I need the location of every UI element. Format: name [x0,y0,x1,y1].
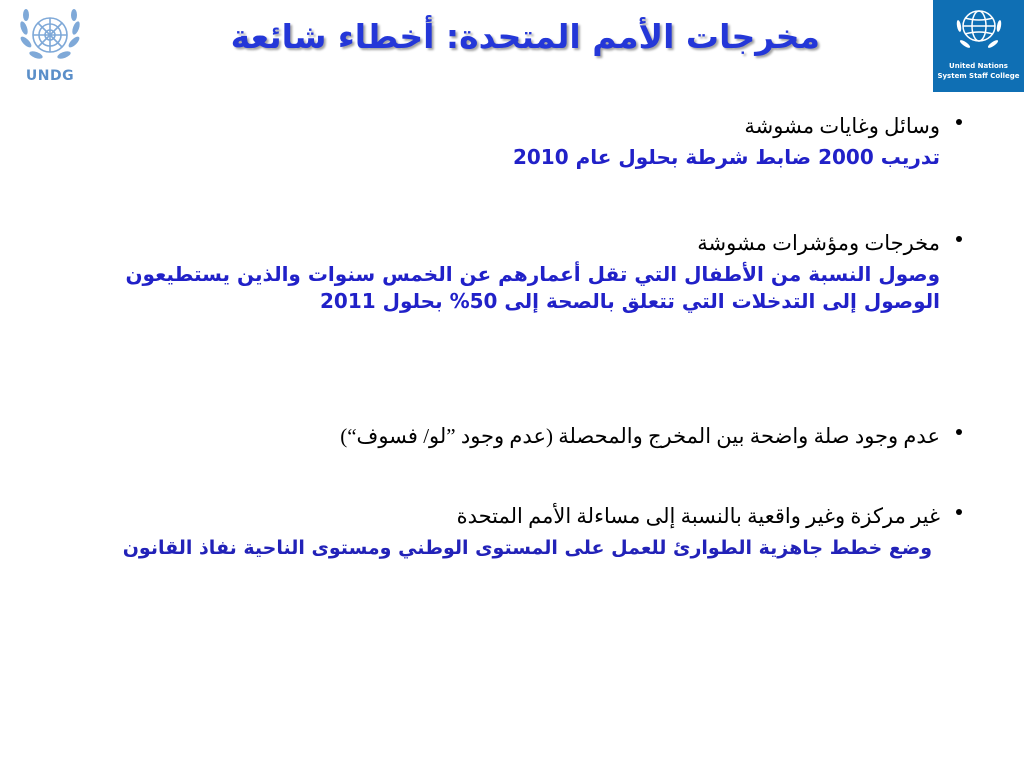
bullet-item [100,229,980,422]
staff-college-line2: System Staff College [937,72,1020,80]
bullet-text: غير مركزة وغير واقعية بالنسبة إلى مساءلة الأمم المتحدة [456,504,940,528]
bullet-text: عدم وجود صلة واضحة بين المخرج والمحصلة (عدم وجود ”لو/ فسوف“) [340,424,940,448]
bullet-dot-icon [956,119,962,125]
bullet-dot-icon [956,429,962,435]
bullet-example: وضع خطط جاهزية الطوارئ للعمل على المستوى الوطني ومستوى الناحية نفاذ القانون [122,537,932,559]
bullet-example: تدريب 2000 ضابط شرطة بحلول عام 2010 [512,145,940,169]
staff-college-label [933,61,1024,81]
staff-college-logo [933,0,1024,92]
bullet-list [100,112,980,565]
bullet-item [100,112,980,229]
bullet-text: مخرجات ومؤشرات مشوشة [697,231,940,255]
bullet-item [100,502,980,565]
bullet-dot-icon [956,509,962,515]
undg-logo [4,2,96,94]
bullet-dot-icon [956,236,962,242]
bullet-example: وصول النسبة من الأطفال التي تقل أعمارهم عن الخمس سنوات والذين يستطيعون الوصول إلى التدخلات التي تتعلق بالصحة إلى 50% بحلول 2011 [125,262,940,313]
slide-title: مخرجات الأمم المتحدة: أخطاء شائعة [230,17,820,56]
bullet-text: وسائل وغايات مشوشة [744,114,940,138]
undg-label: UNDG [25,68,75,84]
staff-college-line1: United Nations [949,62,1008,70]
globe-icon [954,6,1004,52]
bullet-item [100,422,980,502]
un-emblem-icon [16,6,84,68]
